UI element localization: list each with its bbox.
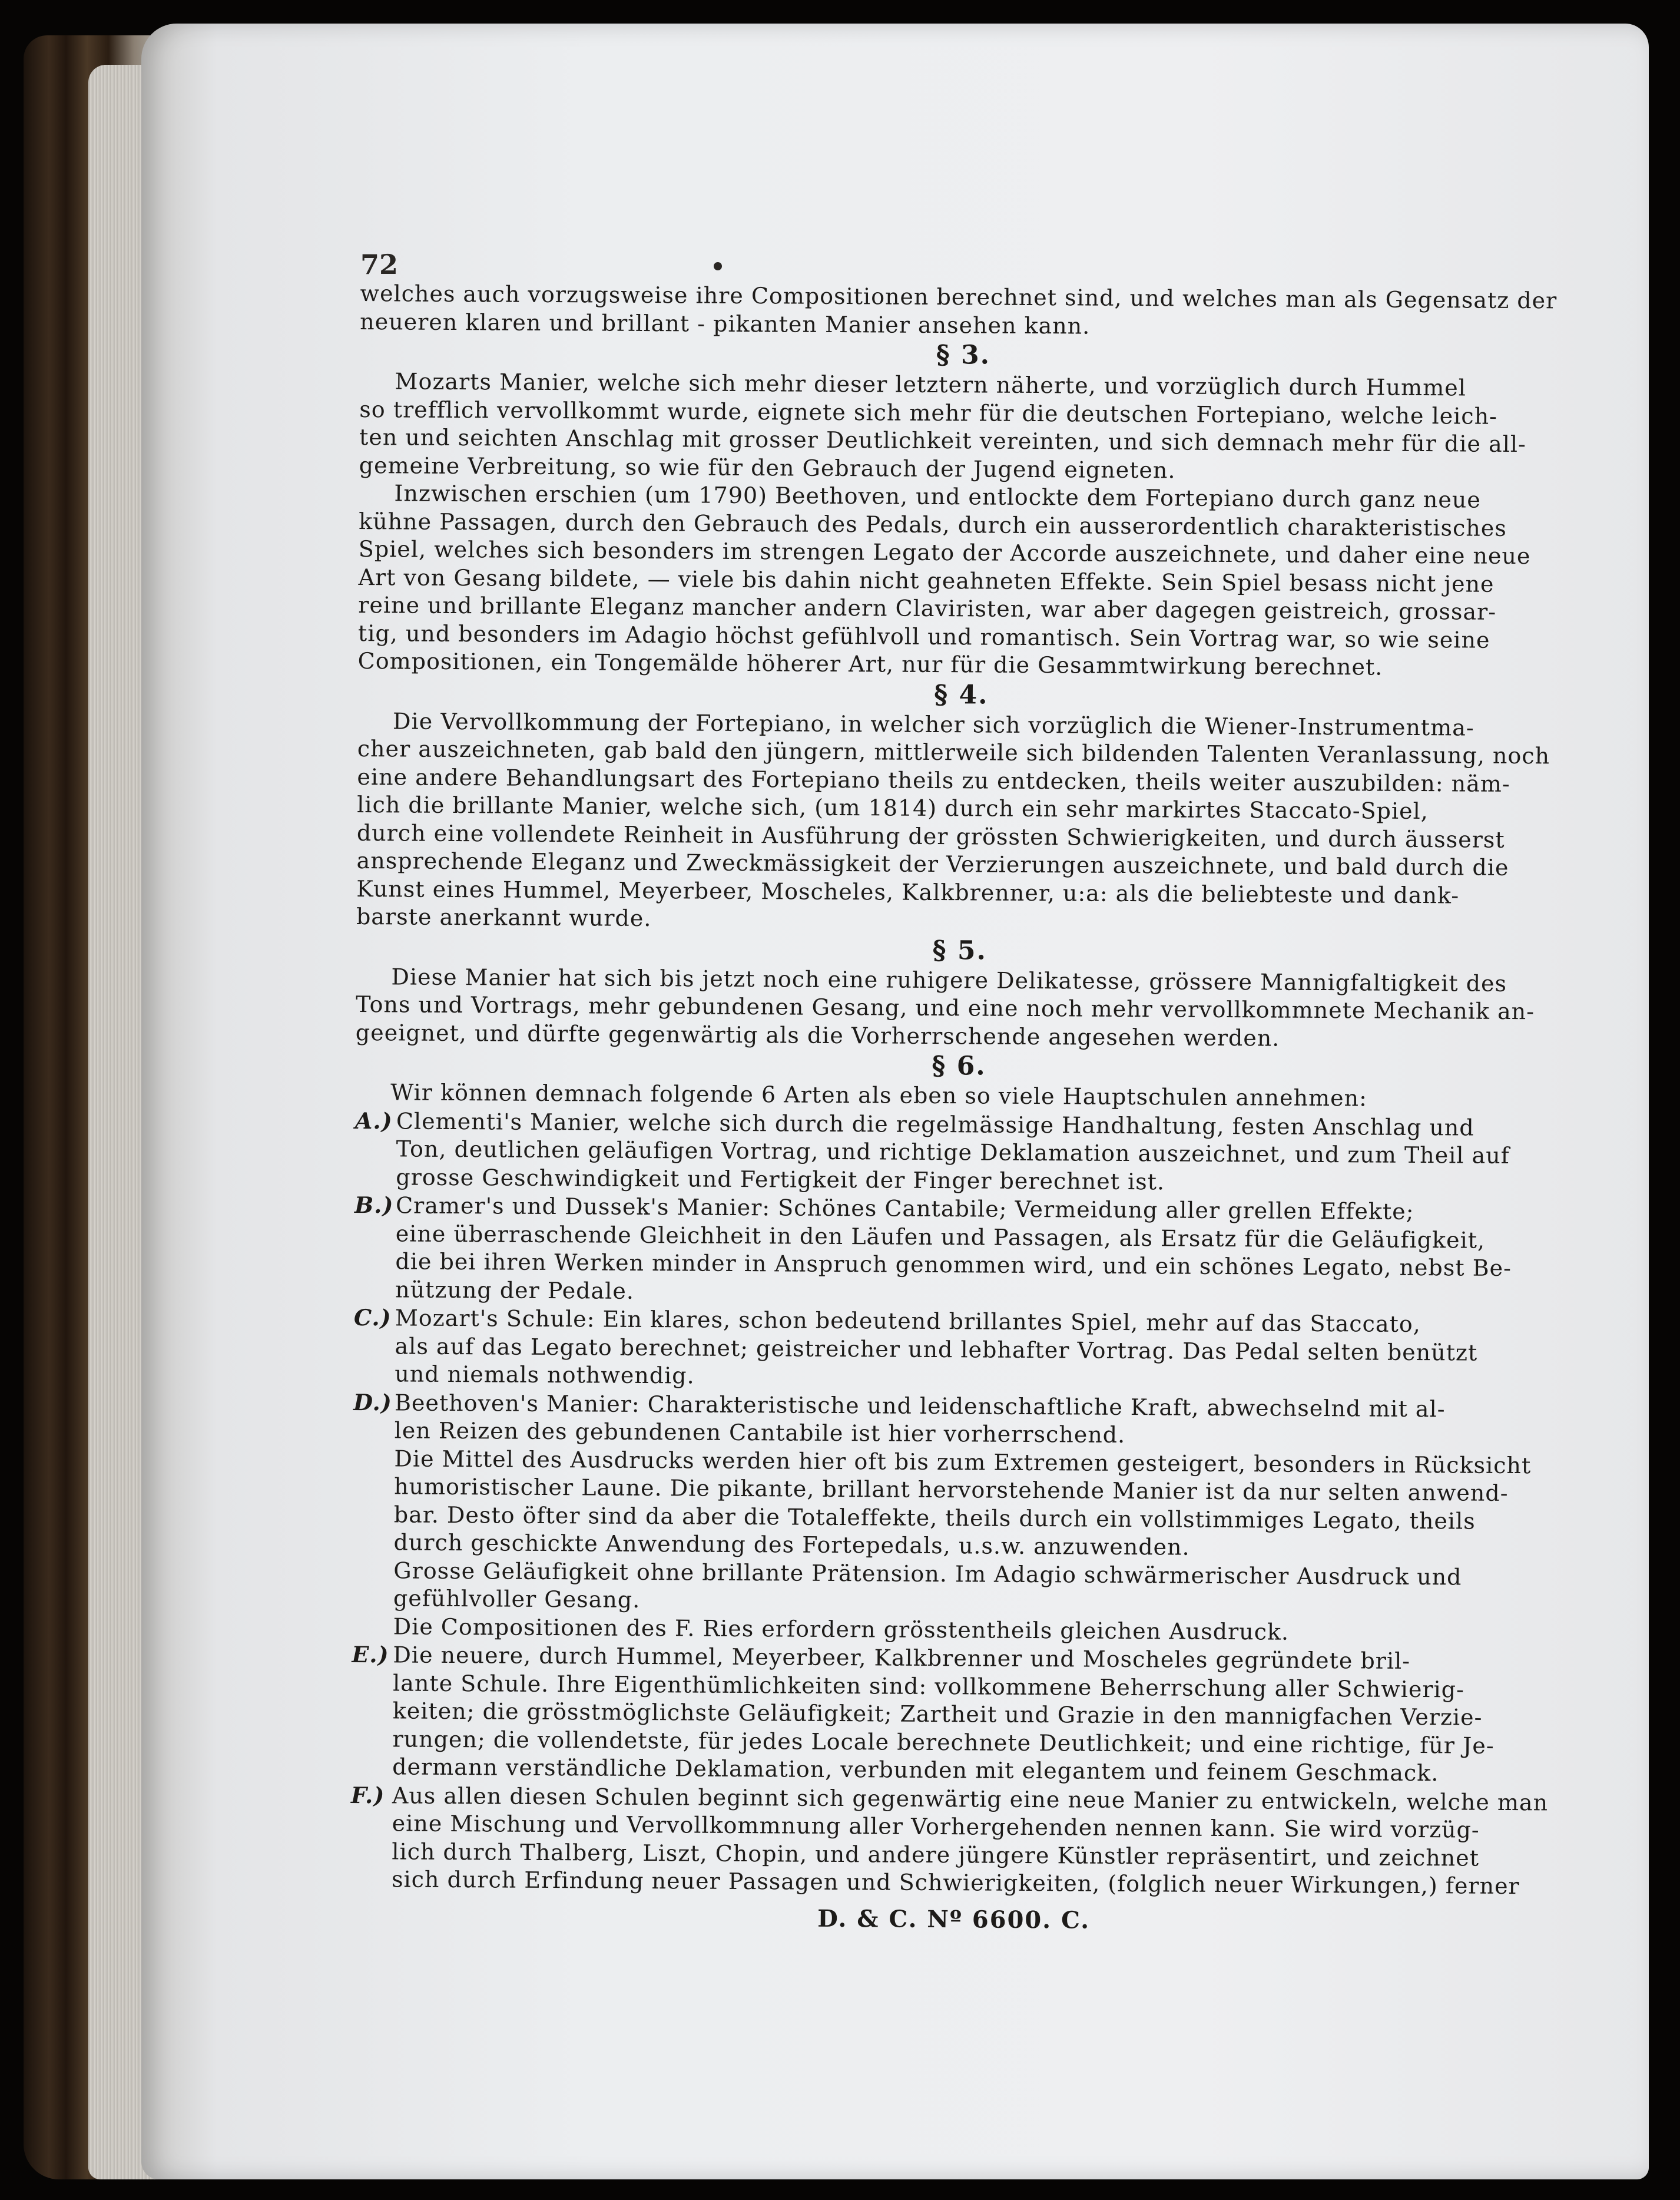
section-heading-5: § 5. [932,935,988,966]
text-line: durch geschickte Anwendung des Fortepedals, u.s.w. anzuwenden. [393,1529,1190,1560]
text-line: Tons und Vortrags, mehr gebundenen Gesang, und eine noch mehr vervollkommnete Mechanik an- [356,991,1535,1025]
section-heading-3: § 3. [936,339,991,370]
text-line: Inzwischen erschien (um 1790) Beethoven, und entlockte dem Fortepiano durch ganz neue [394,480,1481,513]
text-line: gefühlvoller Gesang. [393,1585,641,1613]
text-line: len Reizen des gebundenen Cantabile ist hier vorherrschend. [394,1417,1126,1448]
text-line: Aus allen diesen Schulen beginnt sich gegenwärtig eine neue Manier zu entwickeln, welche man [392,1782,1549,1815]
item-label: A.) [354,1107,393,1134]
text-line: lante Schule. Ihre Eigenthümlichkeiten sind: vollkommene Beherrschung aller Schwierig- [392,1669,1465,1702]
text-line: Die Vervollkommung der Fortepiano, in welcher sich vorzüglich die Wiener-Instrumentma- [392,707,1474,741]
text-line: barste anerkannt wurde. [356,903,652,932]
text-line: und niemals nothwendig. [395,1361,695,1389]
text-line: Die Mittel des Ausdrucks werden hier oft bis zum Extremen gesteigert, besonders in Rücksicht [394,1445,1532,1478]
text-line: ansprechende Eleganz und Zweckmässigkeit der Verzierungen auszeichnete, und bald durch die [356,847,1509,881]
text-line: bar. Desto öfter sind da aber die Totaleffekte, theils durch ein vollstimmiges Legato, theils [393,1501,1476,1534]
page-text [350,247,1568,1937]
text-line: lich die brillante Manier, welche sich, (um 1814) durch ein sehr markirtes Staccato-Spiel, [357,791,1429,825]
text-line: Die Compositionen des F. Ries erfordern grösstentheils gleichen Ausdruck. [393,1613,1290,1645]
text-line: Mozarts Manier, welche sich mehr dieser letztern näherte, und vorzüglich durch Hummel [395,368,1466,401]
text-line: gemeine Verbreitung, so wie für den Gebrauch der Jugend eigneten. [359,452,1176,483]
text-line: grosse Geschwindigkeit und Fertigkeit der Finger berechnet ist. [396,1163,1165,1195]
text-line: Mozart's Schule: Ein klares, schon bedeutend brillantes Spiel, mehr auf das Staccato, [395,1305,1421,1338]
text-line: Ton, deutlichen geläufigen Vortrag, und richtige Deklamation auszeichnet, und zum Theil auf [396,1136,1510,1169]
text-line: kühne Passagen, durch den Gebrauch des Pedals, durch ein ausserordentlich charakteristisches [359,508,1507,541]
text-line: keiten; die grösstmöglichste Geläufigkeit; Zartheit und Grazie in den mannigfachen Verzie- [392,1698,1483,1731]
item-label: C.) [353,1304,392,1331]
text-line: lich durch Thalberg, Liszt, Chopin, und andere jüngere Künstler repräsentirt, und zeichnet [392,1838,1480,1871]
text-line: ten und seichten Anschlag mit grosser Deutlichkeit vereinten, und sich demnach mehr für die all- [359,424,1526,458]
text-line: Cramer's und Dussek's Manier: Schönes Cantabile; Vermeidung aller grellen Effekte; [395,1192,1414,1225]
text-line: Compositionen, ein Tongemälde höherer Art, nur für die Gesammtwirkung berechnet. [357,647,1383,680]
text-line: Wir können demnach folgende 6 Arten als eben so viele Hauptschulen annehmen: [390,1079,1367,1111]
text-line: eine überraschende Gleichheit in den Läufen und Passagen, als Ersatz für die Geläufigkeit, [395,1220,1486,1253]
plate-number: D. & C. Nº 6600. C. [817,1904,1091,1934]
text-line: sich durch Erfindung neuer Passagen und Schwierigkeiten, (folglich neuer Wirkungen,) ferner [391,1866,1520,1900]
text-line: eine Mischung und Vervollkommnung aller Vorhergehenden nennen kann. Sie wird vorzüg- [392,1810,1480,1843]
item-label: B.) [354,1191,394,1219]
text-line: Spiel, welches sich besonders im strengen Legato der Accorde auszeichnete, und daher eine neue [358,535,1531,570]
text-line: so trefflich vervollkommt wurde, eignete sich mehr für die deutschen Fortepiano, welche leich- [359,396,1498,429]
text-line: Diese Manier hat sich bis jetzt noch eine ruhigere Delikatesse, grössere Mannigfaltigkeit des [391,963,1507,997]
text-line: eine andere Behandlungsart des Fortepiano theils zu entdecken, theils weiter auszubilden: näm- [357,763,1510,797]
section-heading-6: § 6. [932,1050,986,1081]
text-line: Die neuere, durch Hummel, Meyerbeer, Kalkbrenner und Moscheles gegründete bril- [393,1642,1411,1674]
section-heading-4: § 4. [934,679,989,710]
text-line: durch eine vollendete Reinheit in Ausführung der grössten Schwierigkeiten, und durch äusserst [356,819,1505,853]
text-line: rungen; die vollendetste, für jedes Locale berechnete Deutlichkeit; und eine richtige, für Je- [392,1725,1495,1759]
text-line: Grosse Geläufigkeit ohne brillante Prätension. Im Adagio schwärmerischer Ausdruck und [393,1557,1462,1590]
text-line: geeignet, und dürfte gegenwärtig als die Vorherrschende angesehen werden. [355,1019,1280,1051]
text-line: welches auch vorzugsweise ihre Compositionen berechnet sind, und welches man als Gegensatz der [360,280,1558,314]
text-line: cher auszeichneten, gab bald den jüngern, mittlerweile sich bildenden Talenten Veranlassung, noch [357,735,1550,769]
item-label: D.) [353,1388,392,1415]
text-line: neueren klaren und brillant - pikanten Manier ansehen kann. [360,308,1091,339]
item-label: F.) [350,1781,385,1808]
text-line: Kunst eines Hummel, Meyerbeer, Moscheles, Kalkbrenner, u:a: als die beliebteste und dank- [356,875,1460,908]
text-line: dermann verständliche Deklamation, verbunden mit elegantem und feinem Geschmack. [392,1754,1439,1787]
text-line: reine und brillante Eleganz mancher andern Claviristen, war aber dagegen geistreich, grossar- [358,591,1497,625]
text-line: als auf das Legato berechnet; geistreicher und lebhafter Vortrag. Das Pedal selten benützt [395,1332,1478,1366]
text-line: Clementi's Manier, welche sich durch die regelmässige Handhaltung, festen Anschlag und [396,1107,1474,1141]
text-line: die bei ihren Werken minder in Anspruch genommen wird, und ein schönes Legato, nebst Be- [395,1248,1512,1281]
text-line: Art von Gesang bildete, — viele bis dahin nicht geahneten Effekte. Sein Spiel besass nicht jene [358,564,1495,597]
text-line: Beethoven's Manier: Charakteristische und leidenschaftliche Kraft, abwechselnd mit al- [394,1389,1446,1422]
text-line: tig, und besonders im Adagio höchst gefühlvoll und romantisch. Sein Vortrag war, so wie seine [357,620,1490,653]
page-number: 72 [360,249,399,280]
item-label: E.) [352,1640,389,1668]
text-line: nützung der Pedale. [395,1276,635,1304]
text-line: humoristischer Laune. Die pikante, brillant hervorstehende Manier ist da nur selten anwend- [394,1473,1509,1506]
